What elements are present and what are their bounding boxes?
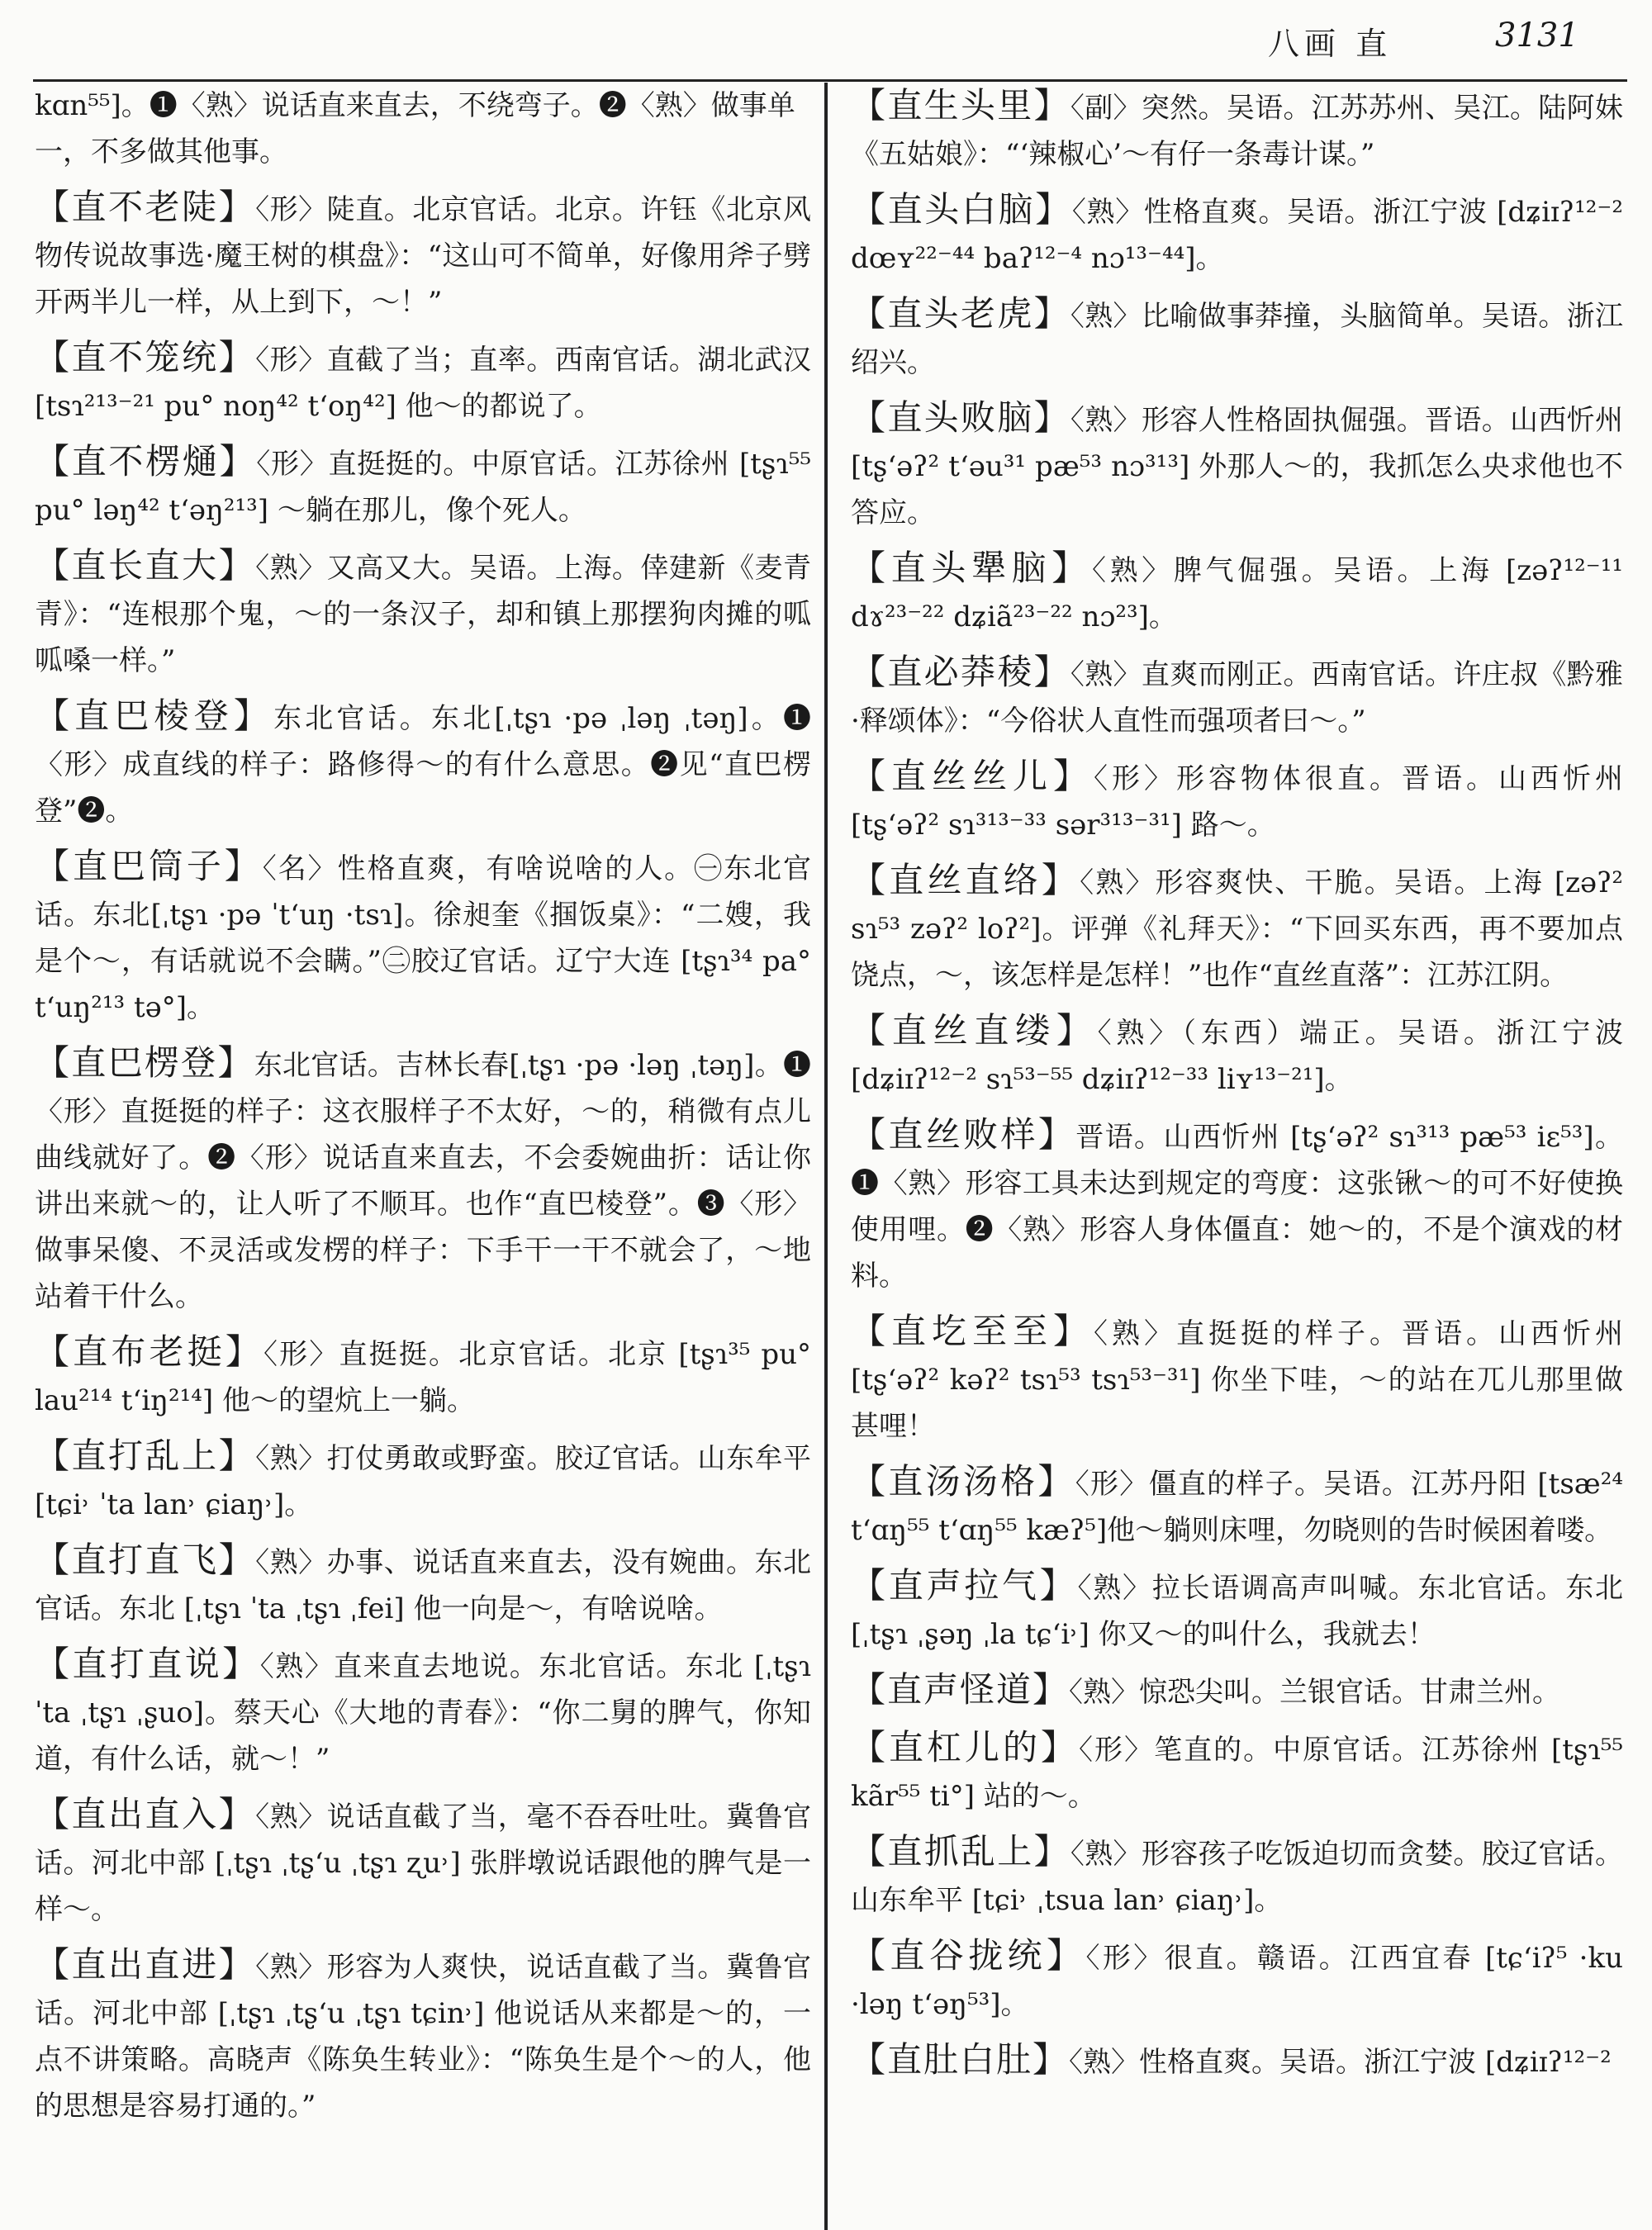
entry-body: 〈熟〉（东西）端正。吴语。浙江宁波 [dʑiɪʔ¹²⁻² sɿ⁵³⁻⁵⁵ dʑiɪʔ¹²⁻³³ liʏ¹³⁻²¹]。 bbox=[851, 1017, 1623, 1096]
header-rule bbox=[33, 79, 1627, 82]
entry-body: 东北官话。东北[ˌtʂɿ ·pə ˌləŋ ˌtəŋ]。❶〈形〉成直线的样子：路修得～的有什么意思。❷见“直巴楞登”❷。 bbox=[35, 702, 811, 828]
section-title: 八画 直 bbox=[1268, 26, 1393, 62]
entry-headword: 【直布老挺】 bbox=[35, 1331, 264, 1372]
entry-headword: 【直不楞熥】 bbox=[35, 441, 257, 482]
entry-headword: 【直巴棱登】 bbox=[35, 695, 274, 736]
left-column bbox=[35, 83, 811, 2230]
entry-body: 〈熟〉形容为人爽快，说话直截了当。冀鲁官话。河北中部 [ˌtʂɿ ˌtʂ‘u ˌtʂɿ tɕin˒] 他说话从来都是～的，一点不讲策略。高晓声《陈奂生转业》：“陈奂生是个～的人，他的思想是容易打通的。” bbox=[35, 1951, 811, 2123]
entry-headword: 【直出直进】 bbox=[35, 1944, 256, 1985]
dictionary-entry bbox=[851, 395, 1623, 536]
entry-headword: 【直打直说】 bbox=[35, 1644, 260, 1684]
entry-body: 〈形〉陡直。北京官话。北京。许钰《北京风物传说故事选·魔王树的棋盘》：“这山可不简单，好像用斧子劈开两半儿一样，从上到下，～！” bbox=[35, 193, 811, 319]
entry-headword: 【直肚白肚】 bbox=[851, 2039, 1070, 2080]
entry-body: 〈熟〉又高又大。吴语。上海。倖建新《麦青青》：“连根那个鬼，～的一条汉子，却和镇上那摆狗肉摊的呱呱嗓一样。” bbox=[35, 552, 811, 677]
entry-body: 〈副〉突然。吴语。江苏苏州、吴江。陆阿妹《五姑娘》：“‘辣椒心’～有仔一条毒计谋。” bbox=[851, 92, 1623, 171]
entry-headword: 【直声怪道】 bbox=[851, 1669, 1070, 1710]
dictionary-entry bbox=[35, 1641, 811, 1782]
entry-headword: 【直抓乱上】 bbox=[851, 1831, 1070, 1872]
entry-body: 〈形〉很直。赣语。江西宜春 [tɕ‘iʔ⁵ ·ku ·ləŋ t‘əŋ⁵³]。 bbox=[851, 1942, 1623, 2021]
entry-headword: 【直巴楞登】 bbox=[35, 1042, 254, 1083]
dictionary-entry bbox=[851, 291, 1623, 386]
entry-body: 〈熟〉性格直爽。吴语。浙江宁波 [dʑiɪʔ¹²⁻² bbox=[1069, 2046, 1612, 2079]
entry-body: 晋语。山西忻州 [tʂ‘əʔ² sɿ³¹³ pæ⁵³ iɛ⁵³]。❶〈熟〉形容工具未达到规定的弯度：这张锹～的可不好使换使用哩。❷〈熟〉形容人身体僵直：她～的，不是个演戏的材料。 bbox=[851, 1121, 1623, 1293]
entry-headword: 【直头败脑】 bbox=[851, 397, 1070, 438]
entry-headword: 【直杠儿的】 bbox=[851, 1727, 1080, 1767]
entry-body: 〈形〉形容物体很直。晋语。山西忻州 [tʂ‘əʔ² sɿ³¹³⁻³³ sər³¹³⁻³¹] 路～。 bbox=[851, 762, 1623, 842]
page-header bbox=[0, 0, 1652, 62]
page-number: 3131 bbox=[1495, 17, 1579, 55]
dictionary-entry bbox=[35, 1942, 811, 2129]
entry-body: 〈形〉笔直的。中原官话。江苏徐州 [tʂɿ⁵⁵ kãr⁵⁵ ti°] 站的～。 bbox=[851, 1734, 1623, 1813]
column-divider bbox=[824, 83, 828, 2230]
dictionary-entry bbox=[35, 334, 811, 429]
entry-body: 〈形〉僵直的样子。吴语。江苏丹阳 [tsæ²⁴ t‘ɑŋ⁵⁵ t‘ɑŋ⁵⁵ kæʔ⁵]他～躺则床哩，勿晓则的告时候困着喽。 bbox=[851, 1468, 1623, 1547]
entry-headword: 【直丝丝儿】 bbox=[851, 756, 1094, 796]
entry-body: 〈熟〉脾气倔强。吴语。上海 [zəʔ¹²⁻¹¹ dɤ²³⁻²² dʑiã²³⁻²² nɔ²³]。 bbox=[851, 554, 1623, 633]
dictionary-entry bbox=[851, 1725, 1623, 1820]
entry-headword: 【直不老陡】 bbox=[35, 187, 256, 227]
dictionary-entry bbox=[35, 439, 811, 534]
entry-headword: 【直出直入】 bbox=[35, 1794, 256, 1834]
entry-body: 〈熟〉拉长语调高声叫喊。东北官话。东北 [ˌtʂɿ ˌʂəŋ ˌla tɕ‘i˒] 你又～的叫什么，我就去！ bbox=[851, 1572, 1623, 1651]
entry-body: 〈熟〉直来直去地说。东北官话。东北 [ˌtʂɿ ˈta ˌtʂɿ ˌʂuo]。蔡天心《大地的青春》：“你二舅的脾气，你知道，有什么话，就～！” bbox=[35, 1650, 811, 1776]
entry-headword: 【直生头里】 bbox=[851, 85, 1070, 126]
entry-headword: 【直丝直缕】 bbox=[851, 1010, 1098, 1051]
dictionary-entry bbox=[35, 1791, 811, 1933]
entry-body: 〈熟〉惊恐尖叫。兰银官话。甘肃兰州。 bbox=[1069, 1676, 1561, 1709]
dictionary-entry bbox=[35, 1433, 811, 1528]
entry-headword: 【直丝败样】 bbox=[851, 1114, 1076, 1155]
entry-headword: 【直打乱上】 bbox=[35, 1435, 256, 1476]
entry-headword: 【直头白脑】 bbox=[851, 189, 1072, 230]
entry-headword: 【直长直大】 bbox=[35, 545, 256, 586]
entry-body: 〈熟〉打仗勇敢或野蛮。胶辽官话。山东牟平 [tɕi˒ ˈta lan˒ ɕiaŋ˒]。 bbox=[35, 1442, 811, 1521]
dictionary-entry bbox=[851, 545, 1623, 640]
dictionary-entry bbox=[851, 1008, 1623, 1103]
entry-headword: 【直圪至至】 bbox=[851, 1311, 1094, 1351]
dictionary-entry bbox=[851, 753, 1623, 848]
entry-headword: 【直打直飞】 bbox=[35, 1540, 256, 1580]
entry-body: 〈形〉直截了当；直率。西南官话。湖北武汉 [tsɿ²¹³⁻²¹ pu° noŋ⁴² t‘oŋ⁴²] 他～的都说了。 bbox=[35, 344, 811, 423]
continued-entry: kɑn⁵⁵]。❶〈熟〉说话直来直去，不绕弯子。❷〈熟〉做事单一，不多做其他事。 bbox=[35, 89, 795, 168]
dictionary-entry bbox=[851, 1459, 1623, 1554]
dictionary-entry bbox=[851, 1112, 1623, 1299]
entry-body: 东北官话。吉林长春[ˌtʂɿ ·pə ·ləŋ ˌtəŋ]。❶〈形〉直挺挺的样子：这衣服样子不太好，～的，稍微有点儿曲线就好了。❷〈形〉说话直来直去，不会委婉曲折：话让你讲出来就～的，让人听了不顺耳。也作“直巴棱登”。❸〈形〉做事呆傻、不灵活或发楞的样子：下手干一干不就会了，～地站着干什么。 bbox=[35, 1049, 811, 1313]
entry-headword: 【直巴筒子】 bbox=[35, 846, 263, 886]
dictionary-entry bbox=[851, 1933, 1623, 2028]
entry-headword: 【直不笼统】 bbox=[35, 337, 256, 377]
dictionary-entry bbox=[35, 693, 811, 834]
dictionary-entry bbox=[851, 857, 1623, 999]
entry-body: 〈熟〉直爽而刚正。西南官话。许庄叔《黔雅·释颂体》：“今俗状人直性而强项者曰～。” bbox=[851, 658, 1623, 738]
dictionary-entry bbox=[851, 1308, 1623, 1450]
dictionary-entry bbox=[851, 2037, 1623, 2085]
entry-body: 〈熟〉形容人性格固执倔强。晋语。山西忻州 [tʂ‘əʔ² t‘əu³¹ pæ⁵³ nɔ³¹³] 外那人～的，我抓怎么央求他也不答应。 bbox=[851, 404, 1623, 529]
dictionary-entry bbox=[851, 187, 1623, 282]
entry-body: 〈熟〉形容孩子吃饭迫切而贪婪。胶辽官话。山东牟平 [tɕi˒ ˌtsua lan˒ ɕiaŋ˒]。 bbox=[851, 1838, 1623, 1917]
entry-body: 〈熟〉比喻做事莽撞，头脑简单。吴语。浙江绍兴。 bbox=[851, 300, 1623, 379]
entry-headword: 【直谷拢统】 bbox=[851, 1935, 1086, 1976]
dictionary-entry bbox=[851, 1829, 1623, 1924]
entry-body: 〈熟〉办事、说话直来直去，没有婉曲。东北官话。东北 [ˌtʂɿ ˈta ˌtʂɿ ˌfei] 他一向是～，有啥说啥。 bbox=[35, 1546, 811, 1625]
entry-body: 〈形〉直挺挺。北京官话。北京 [tʂɿ³⁵ pu° lau²¹⁴ t‘iŋ²¹⁴] 他～的望炕上一躺。 bbox=[35, 1338, 811, 1417]
dictionary-entry bbox=[35, 1040, 811, 1320]
entry-headword: 【直汤汤格】 bbox=[851, 1461, 1075, 1502]
dictionary-entry bbox=[851, 649, 1623, 744]
entry-body: 〈熟〉说话直截了当，毫不吞吞吐吐。冀鲁官话。河北中部 [ˌtʂɿ ˌtʂ‘u ˌtʂɿ ʐu˒] 张胖墩说话跟他的脾气是一样～。 bbox=[35, 1801, 811, 1926]
entry-headword: 【直丝直络】 bbox=[851, 860, 1080, 900]
entry-headword: 【直必莽稜】 bbox=[851, 652, 1070, 692]
dictionary-entry bbox=[35, 184, 811, 325]
entry-body: 〈名〉性格直爽，有啥说啥的人。㊀东北官话。东北[ˌtʂɿ ·pə ˈt‘uŋ ·tsɿ]。徐昶奎《掴饭桌》：“二嫂，我是个～，有话就说不会瞒。”㊁胶辽官话。辽宁大连 [tʂɿ³⁴ pa° t‘uŋ²¹³ tə°]。 bbox=[35, 852, 811, 1024]
entry-body: 〈熟〉性格直爽。吴语。浙江宁波 [dʑiɪʔ¹²⁻² dœʏ²²⁻⁴⁴ baʔ¹²⁻⁴ nɔ¹³⁻⁴⁴]。 bbox=[851, 196, 1623, 275]
right-column bbox=[851, 83, 1623, 2230]
dictionary-entry bbox=[851, 1667, 1623, 1715]
dictionary-entry bbox=[35, 543, 811, 684]
dictionary-entry bbox=[35, 1329, 811, 1424]
entry-body: 〈熟〉形容爽快、干脆。吴语。上海 [zəʔ² sɿ⁵³ zəʔ² loʔ²]。评弹《礼拜天》：“下回买东西，再不要加点饶点，～，该怎样是怎样！”也作“直丝直落”：江苏江阴。 bbox=[851, 866, 1623, 992]
dictionary-entry bbox=[851, 83, 1623, 178]
entry-headword: 【直声拉气】 bbox=[851, 1565, 1078, 1606]
entry-headword: 【直头犟脑】 bbox=[851, 548, 1092, 588]
dictionary-entry bbox=[851, 1563, 1623, 1658]
entry-body: 〈熟〉直挺挺的样子。晋语。山西忻州 [tʂ‘əʔ² kəʔ² tsɿ⁵³ tsɿ⁵³⁻³¹] 你坐下哇，～的站在兀儿那里做甚哩！ bbox=[851, 1317, 1623, 1443]
dictionary-entry bbox=[35, 1537, 811, 1632]
entry-headword: 【直头老虎】 bbox=[851, 293, 1070, 334]
dictionary-entry bbox=[35, 843, 811, 1031]
entry-body: 〈形〉直挺挺的。中原官话。江苏徐州 [tʂɿ⁵⁵ pu° ləŋ⁴² t‘əŋ²¹³] ～躺在那儿，像个死人。 bbox=[35, 448, 811, 527]
